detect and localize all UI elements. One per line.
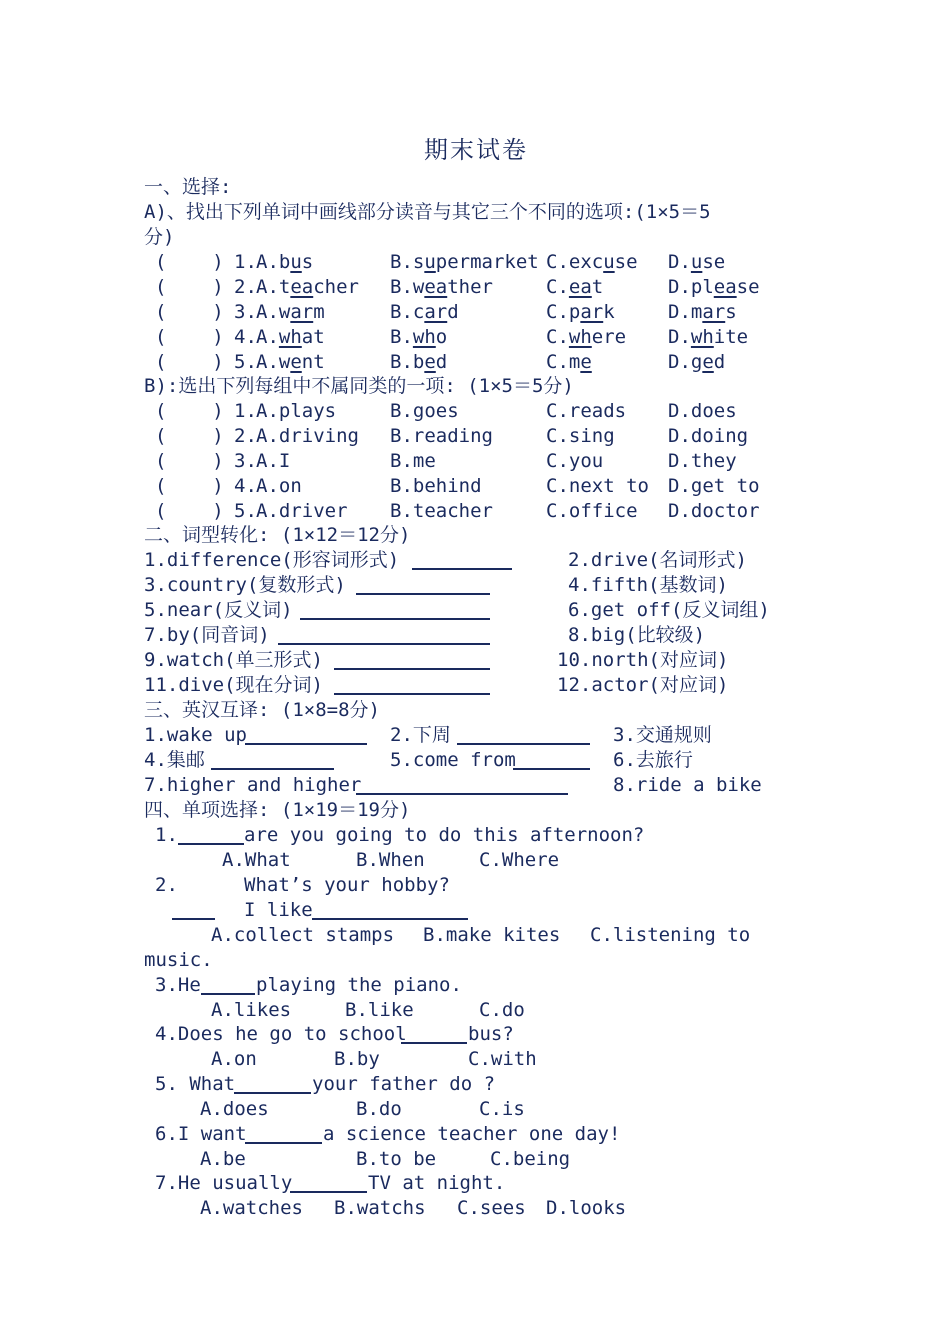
option-d: D.get to <box>668 475 760 497</box>
option-c: C.sing <box>546 425 615 447</box>
underlined-part: e <box>424 351 436 373</box>
option-text: ther <box>447 276 493 298</box>
underlined-part: wh <box>278 326 302 348</box>
q1-option-c: C.Where <box>479 849 560 871</box>
question-number: 5. <box>234 351 257 373</box>
answer-blank[interactable] <box>457 743 590 745</box>
underlined-part: ea <box>568 276 592 298</box>
underlined-part: u <box>690 251 703 273</box>
option-text: d <box>435 351 448 373</box>
s3-item-6: 6.去旅行 <box>613 749 693 771</box>
option-text: D.pl <box>668 276 714 298</box>
underlined-part: ar <box>290 301 314 323</box>
answer-blank[interactable] <box>172 918 215 920</box>
option-text: C.p <box>546 301 581 323</box>
option-text: C. <box>546 326 569 348</box>
q7-option-d: D.looks <box>546 1197 627 1219</box>
s2-item-12: 12.actor(对应词) <box>557 674 729 696</box>
option-text: D. <box>668 251 691 273</box>
q3-option-b: B.like <box>345 999 414 1021</box>
option-d <box>668 250 725 274</box>
option-text: permarket <box>435 251 539 273</box>
option-text: B. <box>390 326 413 348</box>
option-c <box>546 300 615 324</box>
q2-number: 2. <box>155 874 178 896</box>
option-c: C.you <box>546 450 604 472</box>
option-text: s <box>301 251 314 273</box>
answer-blank[interactable] <box>312 918 468 920</box>
s2-item-2: 2.drive(名词形式) <box>568 549 747 571</box>
underlined-part: ar <box>580 301 604 323</box>
option-text: k <box>603 301 615 323</box>
option-text: ere <box>591 326 627 348</box>
option-d: D.does <box>668 400 737 422</box>
s3-item-5: 5.come from <box>390 749 516 771</box>
option-b: B.goes <box>390 400 459 422</box>
option-b: B.behind <box>390 475 482 497</box>
answer-paren[interactable]: ( ) <box>155 301 224 323</box>
option-a <box>256 250 313 274</box>
question-number: 4. <box>234 475 257 497</box>
underlined-part: u <box>424 251 436 273</box>
answer-paren[interactable]: ( ) <box>155 450 224 472</box>
question-number: 1. <box>234 251 257 273</box>
option-text: C. <box>546 276 569 298</box>
option-c <box>546 350 592 374</box>
option-text: B.c <box>390 301 425 323</box>
option-text: d <box>447 301 459 323</box>
s3-item-2: 2.下周 <box>390 724 451 746</box>
option-text: B.b <box>390 351 425 373</box>
q4-option-a: A.on <box>211 1048 257 1070</box>
option-c <box>546 275 603 299</box>
answer-blank[interactable] <box>334 668 490 670</box>
section-3-heading: 三、英汉互译: (1×8=8分) <box>144 699 380 721</box>
underlined-part: wh <box>568 326 592 348</box>
option-d <box>668 275 760 299</box>
q4-option-c: C.with <box>468 1048 537 1070</box>
option-text: m <box>313 301 325 323</box>
option-text: at <box>301 326 325 348</box>
option-b <box>390 325 447 349</box>
option-a <box>256 325 325 349</box>
option-a: A.driving <box>256 425 359 447</box>
option-d <box>668 350 725 374</box>
option-d: D.doing <box>668 425 749 447</box>
q3-option-a: A.likes <box>211 999 292 1021</box>
option-text: ite <box>713 326 749 348</box>
q2-option-c-cont: music. <box>144 949 213 971</box>
underlined-part: e <box>290 351 302 373</box>
s2-item-10: 10.north(对应词) <box>557 649 729 671</box>
answer-paren[interactable]: ( ) <box>155 276 224 298</box>
option-b <box>390 275 493 299</box>
question-number: 1. <box>234 400 257 422</box>
q5-stem: 5. What <box>155 1073 236 1095</box>
q4-stem: 4.Does he go to school <box>155 1023 407 1045</box>
section-1b-heading: B):选出下列每组中不属同类的一项: (1×5＝5分) <box>144 375 574 397</box>
option-b: B.me <box>390 450 436 472</box>
option-b <box>390 350 447 374</box>
underlined-part: ea <box>290 276 314 298</box>
option-a <box>256 275 359 299</box>
q2-question: What’s your hobby? <box>244 874 450 896</box>
option-a <box>256 350 325 374</box>
s2-item-3: 3.country(复数形式) <box>144 574 346 596</box>
answer-blank[interactable] <box>178 843 244 845</box>
q2-option-b: B.make kites <box>423 924 561 946</box>
answer-paren[interactable]: ( ) <box>155 251 224 273</box>
option-a: A.driver <box>256 500 348 522</box>
option-text: A.t <box>256 276 291 298</box>
option-text: C.exc <box>546 251 604 273</box>
question-number: 2. <box>234 276 257 298</box>
option-text: se <box>702 251 726 273</box>
option-d <box>668 300 737 324</box>
section-4-heading: 四、单项选择: (1×19＝19分) <box>144 799 411 821</box>
option-text: B.s <box>390 251 425 273</box>
option-text: C.m <box>546 351 581 373</box>
q2-option-a: A.collect stamps <box>211 924 395 946</box>
q5-option-b: B.do <box>356 1098 402 1120</box>
option-text: se <box>736 276 760 298</box>
s2-item-4: 4.fifth(基数词) <box>568 574 728 596</box>
s3-item-8: 8.ride a bike <box>613 774 762 796</box>
q7-option-c: C.sees <box>457 1197 526 1219</box>
answer-blank[interactable] <box>201 993 255 995</box>
option-c <box>546 250 638 274</box>
option-text: s <box>725 301 737 323</box>
option-text: t <box>591 276 604 298</box>
question-number: 5. <box>234 500 257 522</box>
s3-item-1: 1.wake up <box>144 724 247 746</box>
answer-paren[interactable]: ( ) <box>155 326 224 348</box>
option-text: D. <box>668 326 691 348</box>
answer-blank[interactable] <box>245 743 367 745</box>
answer-blank[interactable] <box>334 693 490 695</box>
section-1-heading: 一、选择: <box>144 176 232 198</box>
question-number: 4. <box>234 326 257 348</box>
underlined-part: ar <box>424 301 448 323</box>
q3-option-c: C.do <box>479 999 525 1021</box>
option-text: B.w <box>390 276 425 298</box>
answer-blank[interactable] <box>300 618 490 620</box>
answer-paren[interactable]: ( ) <box>155 475 224 497</box>
option-text: nt <box>301 351 325 373</box>
option-d: D.they <box>668 450 737 472</box>
option-text: d <box>713 351 726 373</box>
q7-text: TV at night. <box>368 1172 506 1194</box>
answer-paren[interactable]: ( ) <box>155 425 224 447</box>
option-c: C.office <box>546 500 638 522</box>
s2-item-9: 9.watch(单三形式) <box>144 649 323 671</box>
q7-option-a: A.watches <box>200 1197 303 1219</box>
underlined-part: wh <box>412 326 436 348</box>
option-c: C.next to <box>546 475 649 497</box>
underlined-part: u <box>290 251 302 273</box>
option-a: A.on <box>256 475 302 497</box>
underlined-part: u <box>603 251 615 273</box>
option-b: B.reading <box>390 425 493 447</box>
underlined-part: ea <box>424 276 448 298</box>
q2-option-c: C.listening to <box>590 924 751 946</box>
q6-stem: 6.I want <box>155 1123 247 1145</box>
option-text: A.w <box>256 301 291 323</box>
option-text: A.w <box>256 351 291 373</box>
s2-item-5: 5.near(反义词) <box>144 599 293 621</box>
option-text: cher <box>313 276 359 298</box>
answer-blank[interactable] <box>513 768 590 770</box>
q1-text: are you going to do this afternoon? <box>244 824 645 846</box>
s3-item-4: 4.集邮 <box>144 749 205 771</box>
q1-option-b: B.When <box>356 849 425 871</box>
question-number: 2. <box>234 425 257 447</box>
answer-paren[interactable]: ( ) <box>155 351 224 373</box>
page-title: 期末试卷 <box>424 136 528 164</box>
option-d <box>668 325 748 349</box>
answer-blank[interactable] <box>278 643 490 645</box>
q6-option-c: C.being <box>490 1148 571 1170</box>
q2-answer-stem: I like <box>244 899 313 921</box>
option-b <box>390 300 459 324</box>
q6-text: a science teacher one day! <box>323 1123 621 1145</box>
section-1a-heading: A)、找出下列单词中画线部分读音与其它三个不同的选项:(1×5＝5 <box>144 201 711 223</box>
s3-item-7: 7.higher and higher <box>144 774 362 796</box>
answer-blank[interactable] <box>356 593 490 595</box>
option-text: A.b <box>256 251 291 273</box>
section-1a-heading-cont: 分) <box>144 226 175 248</box>
option-b: B.teacher <box>390 500 493 522</box>
q4-option-b: B.by <box>334 1048 380 1070</box>
q5-text: your father do ? <box>312 1073 496 1095</box>
option-c: C.reads <box>546 400 627 422</box>
underlined-part: ar <box>702 301 726 323</box>
option-a: A.I <box>256 450 291 472</box>
answer-blank[interactable] <box>412 568 512 570</box>
answer-blank[interactable] <box>245 1142 322 1144</box>
answer-paren[interactable]: ( ) <box>155 400 224 422</box>
underlined-part: e <box>702 351 714 373</box>
q6-option-b: B.to be <box>356 1148 437 1170</box>
q3-text: playing the piano. <box>256 974 462 996</box>
option-text: se <box>614 251 638 273</box>
section-2-heading: 二、词型转化: (1×12＝12分) <box>144 524 411 546</box>
q5-option-a: A.does <box>200 1098 269 1120</box>
q3-stem: 3.He <box>155 974 201 996</box>
answer-blank[interactable] <box>211 768 334 770</box>
answer-blank[interactable] <box>290 1191 367 1193</box>
s2-item-8: 8.big(比较级) <box>568 624 706 646</box>
q5-option-c: C.is <box>479 1098 525 1120</box>
underlined-part: ea <box>713 276 737 298</box>
answer-blank[interactable] <box>356 793 568 795</box>
q4-text: bus? <box>468 1023 514 1045</box>
option-text: o <box>435 326 448 348</box>
option-text: A. <box>256 326 279 348</box>
option-text: D.g <box>668 351 703 373</box>
s2-item-1: 1.difference(形容词形式) <box>144 549 400 571</box>
option-c <box>546 325 626 349</box>
q1-number: 1. <box>155 824 178 846</box>
answer-blank[interactable] <box>401 1042 467 1044</box>
q7-stem: 7.He usually <box>155 1172 293 1194</box>
s2-item-6: 6.get off(反义词组) <box>568 599 770 621</box>
option-text: D.m <box>668 301 703 323</box>
answer-paren[interactable]: ( ) <box>155 500 224 522</box>
q7-option-b: B.watchs <box>334 1197 426 1219</box>
s2-item-7: 7.by(同音词) <box>144 624 270 646</box>
question-number: 3. <box>234 301 257 323</box>
option-d: D.doctor <box>668 500 760 522</box>
underlined-part: wh <box>690 326 714 348</box>
option-b <box>390 250 539 274</box>
option-a <box>256 300 325 324</box>
q1-option-a: A.What <box>222 849 291 871</box>
underlined-part: e <box>580 351 592 373</box>
answer-blank[interactable] <box>234 1092 311 1094</box>
option-a: A.plays <box>256 400 337 422</box>
s2-item-11: 11.dive(现在分词) <box>144 674 323 696</box>
question-number: 3. <box>234 450 257 472</box>
s3-item-3: 3.交通规则 <box>613 724 712 746</box>
q6-option-a: A.be <box>200 1148 246 1170</box>
